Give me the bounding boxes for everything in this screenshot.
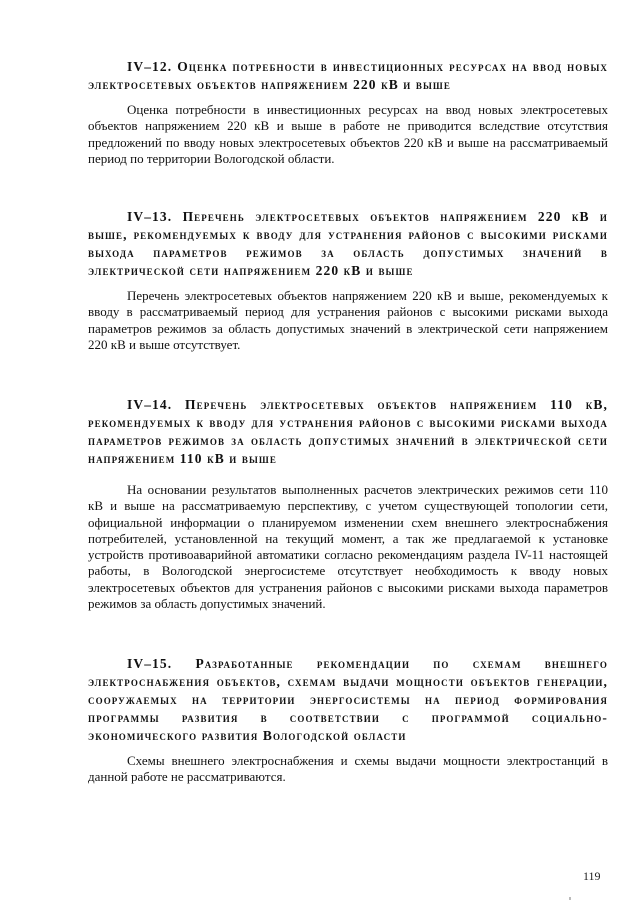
section-iv-14 (88, 396, 608, 612)
section-paragraph: Перечень электросетевых объектов напряжением 220 кВ и выше, рекомендуемых к вводу в рассматриваемый период для устранения районов с высокими рисками выхода параметров режимов за область допустимых значений в электрической сети напряжением 220 кВ и выше отсутствует. (88, 288, 608, 352)
section-heading: IV–13. Перечень электросетевых объектов напряжением 220 кВ и выше, рекомендуемых к вводу для устранения районов с высокими рисками выхода параметров режимов за область допустимых значений в электрической сети напряжением 220 кВ и выше (88, 209, 608, 278)
scan-dot-mark (569, 897, 571, 900)
section-heading: IV–15. Разработанные рекомендации по схемам внешнего электроснабжения объектов, схемам выдачи мощности объектов генерации, сооружаемых на территории энергосистемы на период формирования программы развития в соответствии с программой социально-экономического развития Вологодской области (88, 656, 608, 743)
section-heading: IV–14. Перечень электросетевых объектов напряжением 110 кВ, рекомендуемых к вводу для устранения районов с высокими рисками выхода параметров режимов за область допустимых значений в электрической сети напряжением 110 кВ и выше (88, 397, 608, 466)
section-paragraph: Оценка потребности в инвестиционных ресурсах на ввод новых электросетевых объектов напряжением 220 кВ и выше в работе не приводится вследствие отсутствия предложений по вводу новых электросетевых объектов 220 кВ и выше на рассматриваемый период по территории Вологодской области. (88, 102, 608, 166)
section-paragraph: На основании результатов выполненных расчетов электрических режимов сети 110 кВ и выше на рассматриваемую перспективу, с учетом существующей топологии сети, официальной информации о планируемом изменении схем внешнего электроснабжения потребителей, установленной на текущий момент, а так же предлагаемой к установке устройств противоаварийной автоматики согласно рекомендациям раздела IV-11 настоящей работы, в Вологодской энергосистеме отсутствует необходимость к вводу новых электросетевых объектов для устранения районов с высокими рисками выхода параметров режимов за область допустимых значений. (88, 482, 608, 612)
page-number: 119 (583, 869, 601, 883)
section-heading: IV–12. Оценка потребности в инвестиционных ресурсах на ввод новых электросетевых объектов напряжением 220 кВ и выше (88, 59, 608, 92)
section-iv-12 (88, 58, 608, 167)
section-iv-13 (88, 208, 608, 353)
section-iv-15 (88, 655, 608, 786)
section-paragraph: Схемы внешнего электроснабжения и схемы выдачи мощности электростанций в данной работе не рассматриваются. (88, 753, 608, 785)
